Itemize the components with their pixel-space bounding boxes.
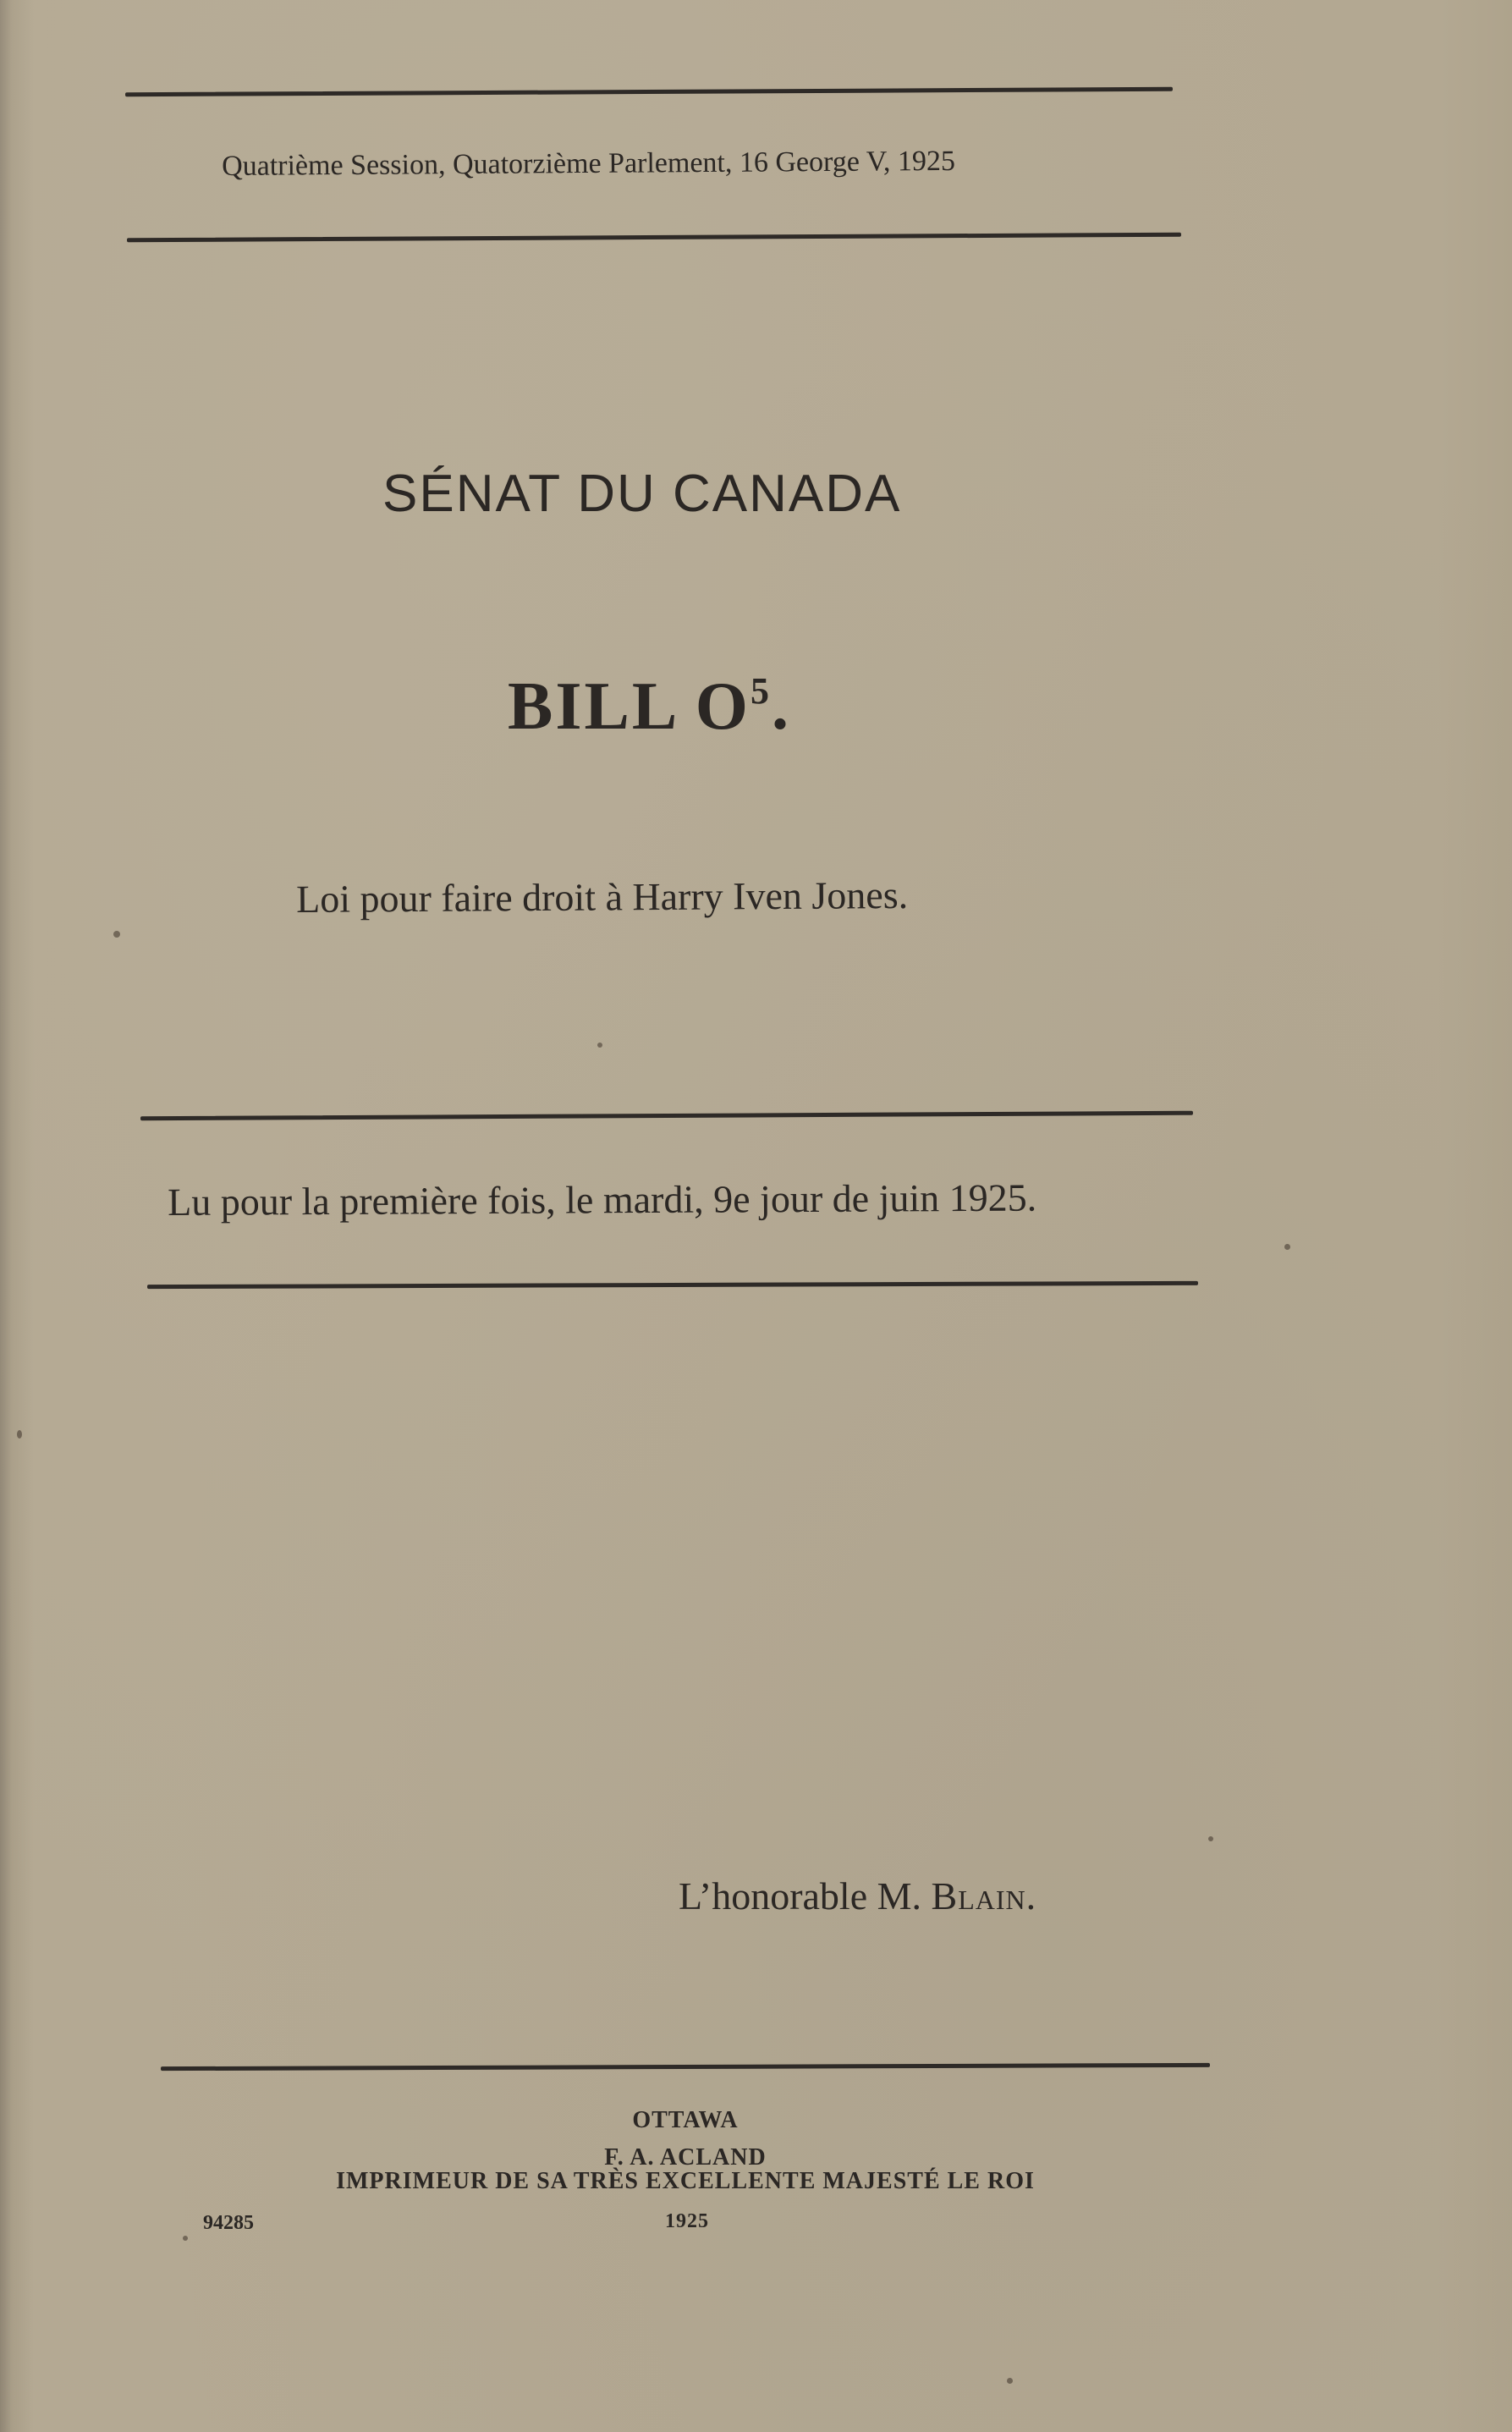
top-rule <box>125 87 1173 96</box>
bill-number <box>508 669 791 746</box>
reading-top-rule <box>140 1111 1193 1121</box>
header-bottom-rule <box>127 233 1181 243</box>
bill-subject: Loi pour faire droit à Harry Iven Jones. <box>296 872 909 921</box>
sponsor-prefix: L’honorable M. <box>679 1874 932 1918</box>
sponsor-line <box>679 1874 1036 1918</box>
paper-speck <box>1208 1836 1213 1841</box>
print-code: 94285 <box>203 2212 254 2234</box>
paper-speck <box>1284 1244 1290 1250</box>
imprint-top-rule <box>161 2063 1210 2071</box>
paper-speck <box>597 1043 602 1048</box>
paper-speck <box>17 1430 22 1439</box>
bill-prefix: BILL O <box>508 669 751 744</box>
imprint-title: IMPRIMEUR DE SA TRÈS EXCELLENTE MAJESTÉ LE ROI <box>336 2168 1035 2194</box>
imprint-year: 1925 <box>665 2210 709 2232</box>
session-line: Quatrième Session, Quatorzième Parlement, 16 George V, 1925 <box>222 145 956 182</box>
bill-superscript: 5 <box>751 670 772 712</box>
reading-bottom-rule <box>147 1281 1198 1289</box>
paper-speck <box>113 931 120 938</box>
imprint-city: OTTAWA <box>632 2107 739 2133</box>
senate-title: SÉNAT DU CANADA <box>382 465 902 523</box>
sponsor-name: Blain <box>931 1874 1026 1918</box>
imprint-printer: F. A. ACLAND <box>604 2144 767 2171</box>
bill-suffix: . <box>772 669 792 744</box>
sponsor-suffix: . <box>1025 1874 1036 1918</box>
paper-speck <box>183 2236 188 2241</box>
first-reading-line: Lu pour la première fois, le mardi, 9e jour de juin 1925. <box>168 1175 1037 1224</box>
paper-speck <box>1007 2378 1013 2384</box>
